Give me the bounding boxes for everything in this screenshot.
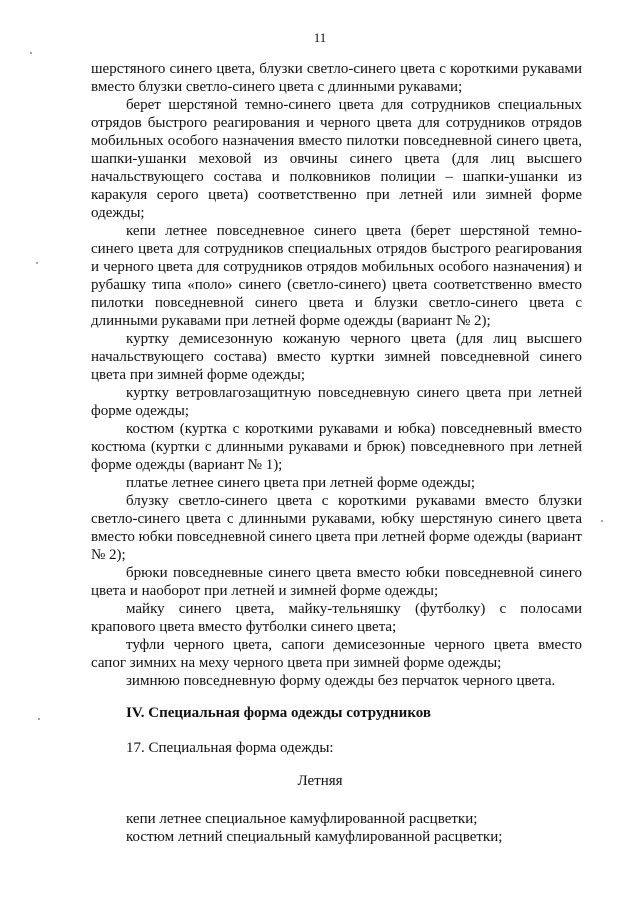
- paragraph: туфли черного цвета, сапоги демисезонные черного цвета вместо сапог зимних на меху черного цвета при зимней форме одежды;: [91, 637, 582, 671]
- scan-speck: [36, 262, 38, 264]
- paragraph: шерстяного синего цвета, блузки светло-синего цвета с короткими рукавами вместо блузки светло-синего цвета с длинными рукавами;: [91, 61, 582, 95]
- list-item: кепи летнее специальное камуфлированной расцветки;: [126, 811, 478, 827]
- paragraph: брюки повседневные синего цвета вместо юбки повседневной синего цвета и наоборот при летней и зимней форме одежды;: [91, 565, 582, 599]
- page-number: 11: [313, 30, 327, 45]
- section-heading: IV. Специальная форма одежды сотрудников: [126, 705, 431, 721]
- paragraph: куртку ветровлагозащитную повседневную синего цвета при летней форме одежды;: [91, 385, 582, 419]
- paragraph: берет шерстяной темно-синего цвета для сотрудников специальных отрядов быстрого реагирования и черного цвета для сотрудников отрядов мобильных особого назначения вместо пилотки повседневной синего цвета, шапки-ушанки меховой из овчины синего цвета (для лиц высшего начальствующего состава и полковников полиции – шапки-ушанки из каракуля серого цвета) соответственно при летней или зимней форме одежды;: [91, 97, 582, 221]
- section-item: 17. Специальная форма одежды:: [126, 740, 334, 756]
- paragraph: костюм (куртка с короткими рукавами и юбка) повседневный вместо костюма (куртки с длинными рукавами и брюк) повседневного при летней форме одежды (вариант № 1);: [91, 421, 582, 473]
- paragraph: платье летнее синего цвета при летней форме одежды;: [126, 475, 476, 491]
- body-text: [91, 60, 582, 690]
- scan-speck: [30, 52, 32, 54]
- paragraph: куртку демисезонную кожаную черного цвета (для лиц высшего начальствующего состава) вместо куртки зимней повседневной синего цвета при зимней форме одежды;: [91, 331, 582, 383]
- paragraph: майку синего цвета, майку-тельняшку (футболку) с полосами крапового цвета вместо футболки синего цвета;: [91, 601, 582, 635]
- scan-speck: [601, 520, 603, 522]
- scan-speck: [38, 718, 40, 720]
- paragraph: кепи летнее повседневное синего цвета (берет шерстяной темно-синего цвета для сотрудников специальных отрядов быстрого реагирования и черного цвета для сотрудников отрядов мобильных особого назначения) и рубашку типа «поло» синего (светло-синего) цвета соответственно вместо пилотки повседневной синего цвета и блузки светло-синего цвета с длинными рукавами при летней форме одежды (вариант № 2);: [91, 223, 582, 329]
- paragraph: зимнюю повседневную форму одежды без перчаток черного цвета.: [126, 673, 556, 689]
- list-item: костюм летний специальный камуфлированной расцветки;: [126, 829, 503, 845]
- uniform-list: [126, 810, 502, 846]
- paragraph: блузку светло-синего цвета с короткими рукавами вместо блузки светло-синего цвета с длинными рукавами, юбку шерстяную синего цвета вместо юбки повседневной синего цвета при летней форме одежды (вариант № 2);: [91, 493, 582, 563]
- season-subheading: Летняя: [297, 773, 343, 789]
